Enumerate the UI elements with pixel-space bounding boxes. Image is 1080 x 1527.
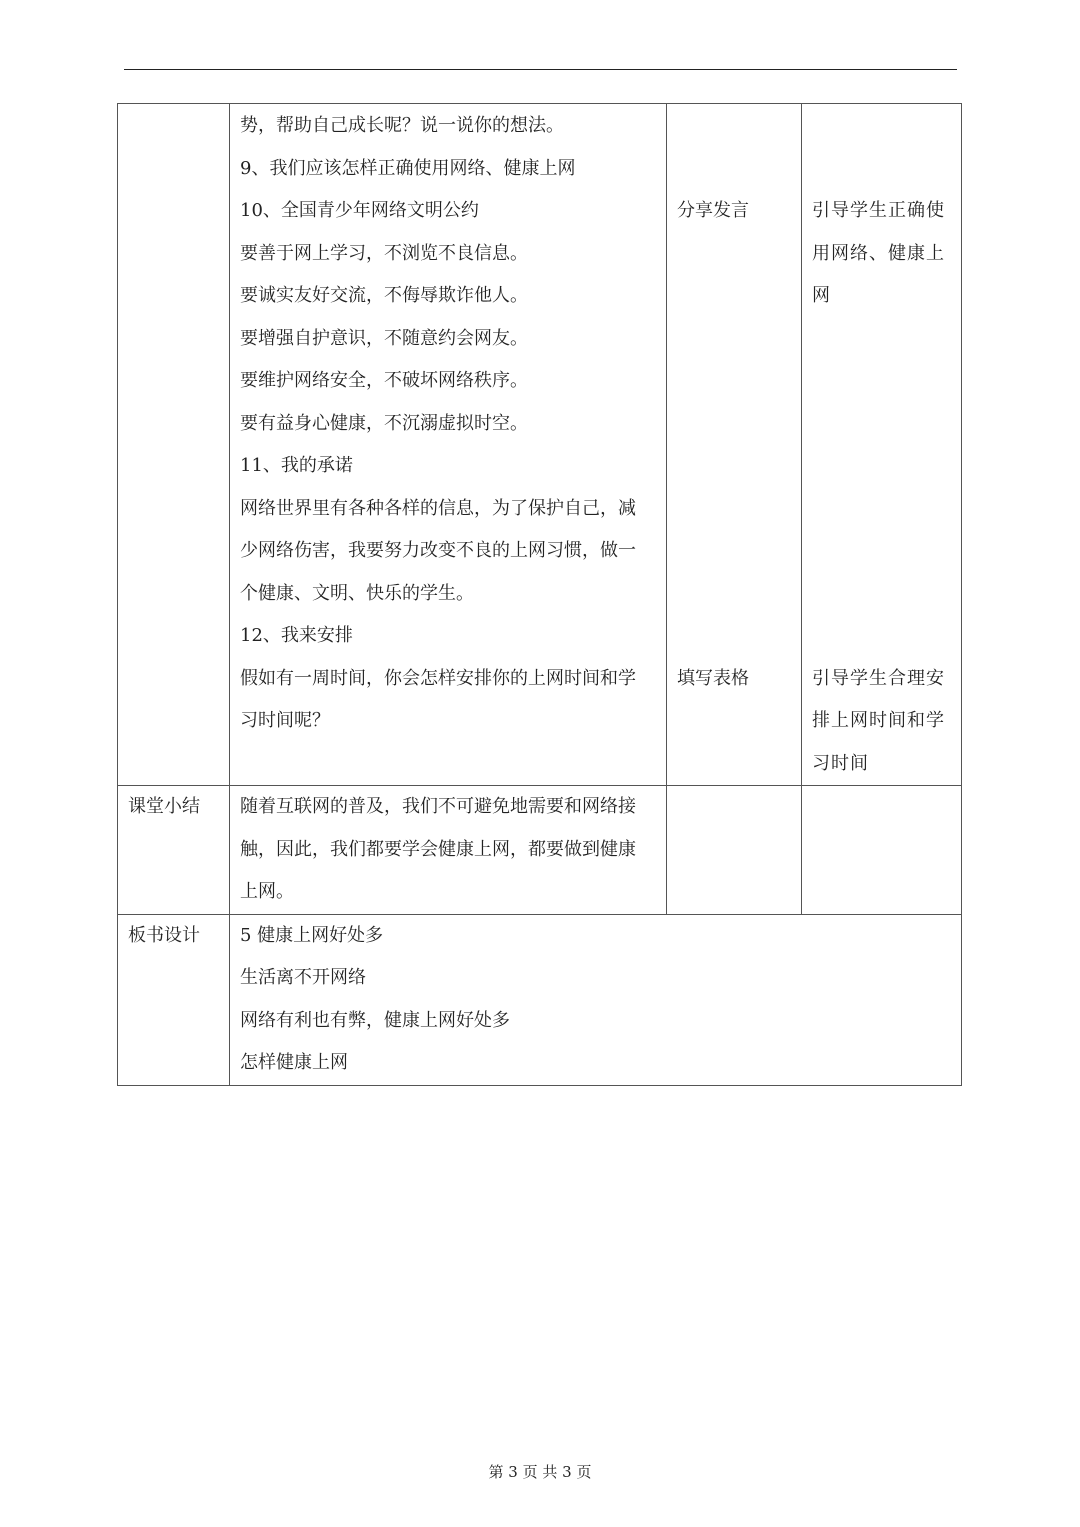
board-line: 5 健康上网好处多	[240, 924, 384, 946]
summary-label: 课堂小结	[128, 796, 200, 817]
content-line: 个健康、文明、快乐的学生。	[240, 582, 474, 604]
board-line: 生活离不开网络	[240, 967, 366, 988]
content-line: 网络世界里有各种各样的信息，为了保护自己，减	[240, 497, 636, 519]
content-line: 10、全国青少年网络文明公约	[240, 200, 479, 221]
activity-cell	[667, 104, 802, 786]
table-row-summary	[118, 786, 962, 915]
content-line: 要有益身心健康，不沉溺虚拟时空。	[240, 412, 528, 434]
board-design-label: 板书设计	[128, 924, 200, 946]
content-line: 假如有一周时间，你会怎样安排你的上网时间和学	[240, 667, 636, 689]
content-line: 12、我来安排	[240, 625, 353, 646]
student-activity-share: 分享发言	[677, 200, 749, 221]
content-line: 9、我们应该怎样正确使用网络、健康上网	[240, 157, 576, 179]
content-line: 势，帮助自己成长呢？说一说你的想法。	[240, 115, 564, 136]
content-line: 少网络伤害，我要努力改变不良的上网习惯，做一	[240, 540, 636, 561]
activity-spacer	[677, 233, 793, 658]
intent-cell	[802, 786, 962, 915]
content-line: 11、我的承诺	[240, 455, 353, 476]
content-cell	[230, 104, 667, 786]
content-line: 要诚实友好交流，不侮辱欺诈他人。	[240, 285, 528, 306]
summary-line: 随着互联网的普及，我们不可避免地需要和网络接	[240, 796, 636, 817]
board-line: 网络有利也有弊，健康上网好处多	[240, 1009, 510, 1031]
section-label-cell	[118, 914, 230, 1085]
page-number-footer: 第 3 页 共 3 页	[488, 1463, 592, 1481]
content-line: 习时间呢？	[240, 710, 330, 731]
table-row-board-design	[118, 914, 962, 1085]
student-activity-fill-form: 填写表格	[677, 667, 749, 689]
content-line: 要善于网上学习，不浏览不良信息。	[240, 242, 528, 264]
board-line: 怎样健康上网	[240, 1052, 348, 1073]
summary-line: 上网。	[240, 881, 294, 902]
summary-line: 触，因此，我们都要学会健康上网，都要做到健康	[240, 838, 636, 860]
lesson-plan-table	[117, 103, 962, 1086]
content-line: 要增强自护意识，不随意约会网友。	[240, 327, 528, 349]
design-intent-correct-use: 引导学生正确使用网络、健康上网	[812, 200, 945, 306]
activity-cell	[667, 786, 802, 915]
board-content-cell	[230, 914, 962, 1085]
section-label-cell	[118, 104, 230, 786]
intent-spacer	[812, 318, 953, 658]
section-label-cell	[118, 786, 230, 915]
header-rule	[124, 69, 957, 70]
content-cell	[230, 786, 667, 915]
table-row-continuation	[118, 104, 962, 786]
content-line: 要维护网络安全，不破坏网络秩序。	[240, 370, 528, 391]
intent-cell	[802, 104, 962, 786]
design-intent-arrange-time: 引导学生合理安排上网时间和学习时间	[812, 667, 945, 774]
